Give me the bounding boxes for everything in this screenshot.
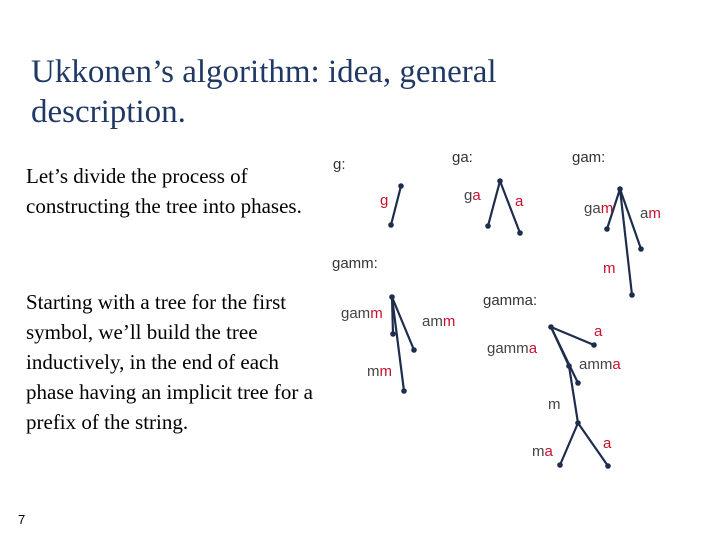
phase-ga xyxy=(452,149,524,236)
tree-node xyxy=(548,324,554,330)
tree-node xyxy=(411,347,417,353)
tree-node xyxy=(638,246,644,252)
phase-label: gam: xyxy=(572,149,606,166)
edge-label: m xyxy=(548,396,561,413)
tree-node xyxy=(398,183,404,189)
edge-label: a xyxy=(515,193,524,210)
tree-node xyxy=(485,223,491,229)
edge-label: g xyxy=(380,192,389,209)
edge-label: a xyxy=(594,323,603,340)
paragraph-inductive: Starting with a tree for the first symbol, we’ll build the tree inductively, in the end of each phase having an implicit tree for a prefix of the string. xyxy=(26,290,313,434)
edge-label: am xyxy=(640,205,661,222)
tree-node xyxy=(389,294,395,300)
tree-edge xyxy=(488,181,500,226)
tree-node xyxy=(604,226,610,232)
tree-node xyxy=(390,331,396,337)
tree-edge xyxy=(391,186,401,225)
edge-label: mm xyxy=(367,363,392,380)
tree-node xyxy=(605,463,611,469)
tree-node xyxy=(517,230,523,236)
edge-label: gamm xyxy=(341,305,383,322)
tree-node xyxy=(617,186,623,192)
phase-label: ga: xyxy=(452,149,473,166)
phase-label: gamm: xyxy=(332,255,378,272)
edge-label: amma xyxy=(579,356,621,373)
edge-label: gamma xyxy=(487,340,538,357)
phase-gam xyxy=(572,149,661,298)
tree-node xyxy=(388,222,394,228)
slide-number: 7 xyxy=(18,512,26,527)
tree-node xyxy=(575,420,581,426)
tree-node xyxy=(575,380,581,386)
tree-node xyxy=(629,292,635,298)
tree-edge xyxy=(560,423,578,465)
slide-title: Ukkonen’s algorithm: idea, general description. xyxy=(31,54,497,130)
phase-gamma xyxy=(483,292,621,469)
phase-gamm xyxy=(332,255,455,394)
phase-label: g: xyxy=(333,156,346,173)
edge-label: amm xyxy=(422,313,456,330)
paragraph-phases: Let’s divide the process of constructing the tree into phases. xyxy=(26,164,302,218)
tree-node xyxy=(401,388,407,394)
tree-node xyxy=(566,363,572,369)
edge-label: gam xyxy=(584,200,614,217)
edge-label: ma xyxy=(532,443,553,460)
tree-node xyxy=(497,178,503,184)
tree-node xyxy=(557,462,563,468)
edge-label: ga xyxy=(464,187,481,204)
edge-label: a xyxy=(603,435,612,452)
edge-label: m xyxy=(603,260,616,277)
phase-g xyxy=(333,156,404,228)
phase-label: gamma: xyxy=(483,292,538,309)
tree-node xyxy=(591,342,597,348)
